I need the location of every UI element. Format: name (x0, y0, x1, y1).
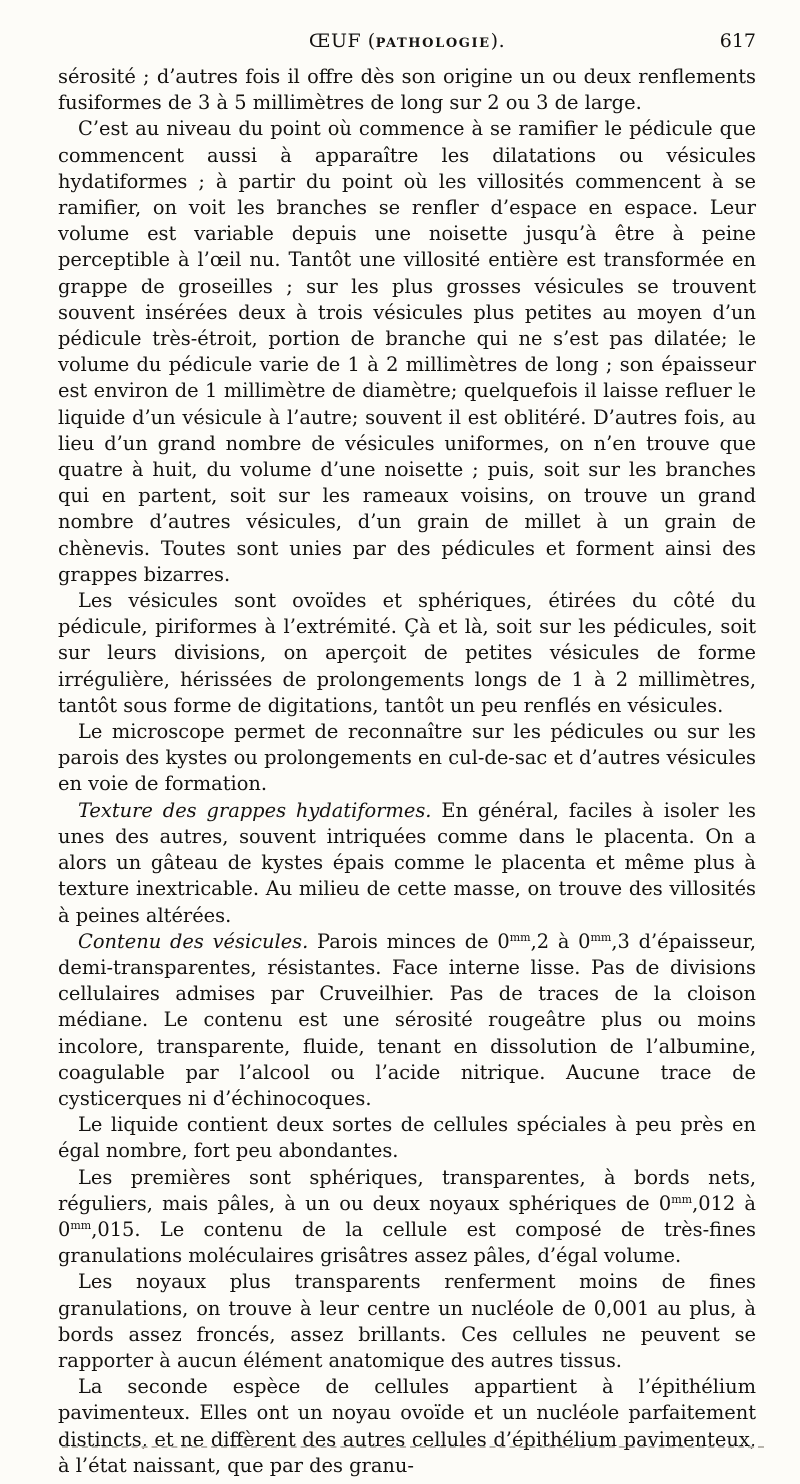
page-number: 617 (719, 30, 756, 52)
paragraph-contenu-text-a: Parois minces de 0 (308, 929, 510, 953)
paragraph-dilatations: C’est au niveau du point où commence à se ramifier le pédicule que commencent aussi à apparaître les dilatations ou vésicules hydatiformes ; à partir du point où les villosités commencent à se ramifier, on voit les branches se renfler d’espace en espace. Leur volume est variable depuis une noisette jusqu’à être à peine perceptible à l’œil nu. Tantôt une villosité entière est transformée en grappe de groseilles ; sur les plus grosses vésicules se trouvent souvent insérées deux à trois vésicules plus petites au moyen d’un pédicule très-étroit, portion de branche qui ne s’est pas dilatée; le volume du pédicule varie de 1 à 2 millimètres de long ; son épaisseur est environ de 1 millimètre de diamètre; quelquefois il laisse refluer le liquide d’un vésicule à l’autre; souvent il est oblitéré. D’autres fois, au lieu d’un grand nombre de vésicules uniformes, on n’en trouve que quatre à huit, du volume d’une noisette ; puis, soit sur les branches qui en partent, soit sur les rameaux voisins, on trouve un grand nombre d’autres vésicules, d’un grain de millet à un grain de chènevis. Toutes sont unies par des pédicules et forment ainsi des grappes bizarres. (58, 117, 756, 586)
unit-superscript: mm (590, 930, 612, 944)
running-title-end: ). (490, 30, 506, 52)
body-text (58, 64, 756, 1479)
paragraph-liquide: Le liquide contient deux sortes de cellules spéciales à peu près en égal nombre, fort peu abondantes. (58, 1113, 756, 1163)
unit-superscript: mm (70, 1218, 92, 1232)
running-title-main: ŒUF ( (308, 30, 376, 52)
paragraph-continuation: sérosité ; d’autres fois il offre dès son origine un ou deux renflements fusiformes de 3 à 5 millimètres de long sur 2 ou 3 de large. (58, 65, 756, 115)
paragraph-noyaux: Les noyaux plus transparents renferment moins de fines granulations, on trouve à leur centre un nucléole de 0,001 au plus, à bords assez froncés, assez brillants. Ces cellules ne peuvent se rapporter à aucun élément anatomique des autres tissus. (58, 1270, 756, 1372)
running-header (58, 30, 756, 64)
paragraph-seconde-espece: La seconde espèce de cellules appartient à l’épithélium pavimenteux. Elles ont un noyau ovoïde et un nucléole parfaitement distincts, et ne diffèrent des autres cellules d’épithélium pavimenteux, à l’état naissant, que par des granu- (58, 1375, 756, 1477)
paragraph-contenu-text-b: ,2 à 0 (530, 929, 591, 953)
bottom-divider (62, 1446, 764, 1448)
paragraph-texture-text: En général, faciles à isoler les unes des autres, souvent intriquées comme dans le placenta. On a alors un gâteau de kystes épais comme le placenta et même plus à texture inextricable. Au milieu de cette masse, on trouve des villosités à peines altérées. (58, 798, 757, 927)
paragraph-premieres-text-c: ,015. Le contenu de la cellule est composé de très-fines granulations moléculaires grisâtres assez pâles, d’égal volume. (58, 1217, 756, 1268)
paragraph-texture (58, 798, 756, 929)
paragraph-premieres-cellules (58, 1165, 756, 1270)
section-heading-texture: Texture des grappes hydatiformes. (78, 798, 432, 822)
paragraph-microscope: Le microscope permet de reconnaître sur les pédicules ou sur les parois des kystes ou prolongements en cul-de-sac et d’autres vésicules en voie de formation. (58, 720, 756, 796)
section-heading-contenu: Contenu des vésicules. (78, 929, 309, 953)
running-title-subject: PATHOLOGIE (375, 36, 491, 51)
paragraph-vesicules-forme: Les vésicules sont ovoïdes et sphériques, étirées du côté du pédicule, piriformes à l’extrémité. Çà et là, soit sur les pédicules, soit sur leurs divisions, on aperçoit de petites vésicules de forme irrégulière, hérissées de prolongements longs de 1 à 2 millimètres, tantôt sous forme de digitations, tantôt un peu renflés en vésicules. (58, 589, 756, 717)
unit-superscript: mm (671, 1192, 693, 1206)
paragraph-premieres-text-a: Les premières sont sphériques, transparentes, à bords nets, réguliers, mais pâles, à un ou deux noyaux sphériques de 0 (58, 1165, 756, 1215)
paragraph-contenu-text-c: ,3 d’épaisseur, demi-transparentes, résistantes. Face interne lisse. Pas de divisions cellulaires admises par Cruveilhier. Pas de traces de la cloison médiane. Le contenu est une sérosité rougeâtre plus ou moins incolore, transparente, fluide, tenant en dissolution de l’albumine, coagulable par l’alcool ou l’acide nitrique. Aucune trace de cysticerques ni d’échinocoques. (58, 929, 756, 1110)
running-title (58, 30, 756, 52)
paragraph-contenu (58, 929, 756, 1112)
unit-superscript: mm (509, 930, 531, 944)
paragraph-premieres-text-b: ,012 à 0 (58, 1191, 756, 1241)
